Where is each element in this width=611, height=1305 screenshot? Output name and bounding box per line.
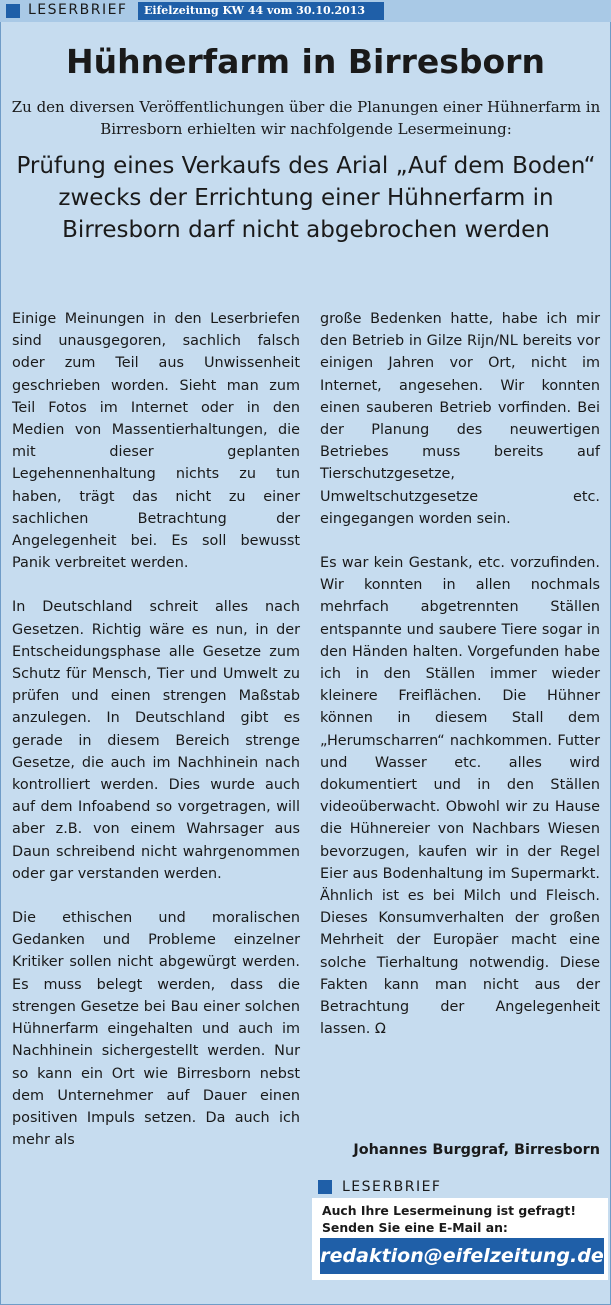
article-subheadline: Prüfung eines Verkaufs des Arial „Auf dem Boden“ zwecks der Errichtung einer Hühnerfarm in Birresborn darf nicht abgebrochen werden (16, 153, 596, 243)
column-2 (320, 308, 600, 1063)
box-square-icon (318, 1180, 332, 1194)
paragraph: große Bedenken hatte, habe ich mir den Betrieb in Gilze Rijn/NL bereits vor einigen Jahren vor Ort, nicht im Internet, angesehen. Wir konnten einen sauberen Betrieb vorfinden. Bei der Planung des neuwertigen Betriebes muss bereits auf Tierschutzgesetze, Umweltschutzgesetze etc. eingegangen worden sein. (320, 311, 600, 527)
contact-line-2: Senden Sie eine E-Mail an: (322, 1220, 508, 1235)
header-bar (0, 0, 611, 22)
paragraph: Die ethischen und moralischen Gedanken und Probleme einzelner Kritiker sollen nicht abgewürgt werden. Es muss belegt werden, dass die strengen Gesetze bei Bau einer solchen Hühnerfarm eingehalten und auch im Nachhinein sichergestellt werden. Nur so kann ein Ort wie Birresborn nebst dem Unternehmer auf Dauer einen positiven Impuls setzen. Da auch ich mehr als (12, 910, 300, 1149)
email-link[interactable]: redaktion@eifelzeitung.de (320, 1238, 604, 1274)
paragraph: In Deutschland schreit alles nach Gesetzen. Richtig wäre es nun, in der Entscheidungsphase alle Gesetze zum Schutz für Mensch, Tier und Umwelt zu prüfen und einen strengen Maßstab anzulegen. In Deutschland gibt es gerade in diesem Bereich strenge Gesetze, die auch im Nachhinein nach kontrolliert werden. Dies wurde auch auf dem Infoabend so vorgetragen, will aber z.B. von einem Wahrsager aus Daun schreibend nicht wahrgenommen oder gar verstanden werden. (12, 599, 300, 882)
column-1 (12, 308, 300, 1173)
issue-info: Eifelzeitung KW 44 vom 30.10.2013 (138, 2, 384, 20)
paragraph: Es war kein Gestank, etc. vorzufinden. Wir konnten in allen nochmals mehrfach abgetrennten Ställen entspannte und saubere Tiere sogar in den Händen halten. Vorgefunden habe ich in den Ställen immer wieder kleinere Freiflächen. Die Hühner können in diesem Stall dem „Herumscharren“ nachkommen. Futter und Wasser etc. alles wird dokumentiert und in den Ställen videoüberwacht. Obwohl wir zu Hause die Hühnereier von Nachbars Wiesen bevorzugen, kaufen wir in der Regel Eier aus Bodenhaltung im Supermarkt. Ähnlich ist es bei Milch und Fleisch. Dieses Konsumverhalten der großen Mehrheit der Europäer macht eine solche Tierhaltung notwendig. Diese Fakten kann man nicht aus der Betrachtung der Angelegenheit lassen. Ω (320, 555, 600, 1038)
contact-box (312, 1176, 608, 1280)
article-intro: Zu den diversen Veröffentlichungen über die Planungen einer Hühnerfarm in Birresborn erhielten wir nachfolgende Lesermeinung: (11, 98, 601, 138)
author-signature: Johannes Burggraf, Birresborn (353, 1142, 600, 1158)
contact-box-label: LESERBRIEF (342, 1179, 442, 1195)
article-title: Hühnerfarm in Birresborn (66, 42, 545, 81)
contact-box-header (312, 1176, 608, 1198)
contact-line-1: Auch Ihre Lesermeinung ist gefragt! (322, 1203, 576, 1218)
section-label: LESERBRIEF (28, 2, 128, 18)
section-square-icon (6, 4, 20, 18)
paragraph: Einige Meinungen in den Leserbriefen sind unausgegoren, sachlich falsch oder zum Teil aus Unwissenheit geschrieben worden. Sieht man zum Teil Fotos im Internet oder in den Medien von Massentierhaltungen, die mit dieser geplanten Legehennenhaltung nichts zu tun haben, trägt das nicht zu einer sachlichen Betrachtung der Angelegenheit bei. Es soll bewusst Panik verbreitet werden. (12, 311, 300, 572)
